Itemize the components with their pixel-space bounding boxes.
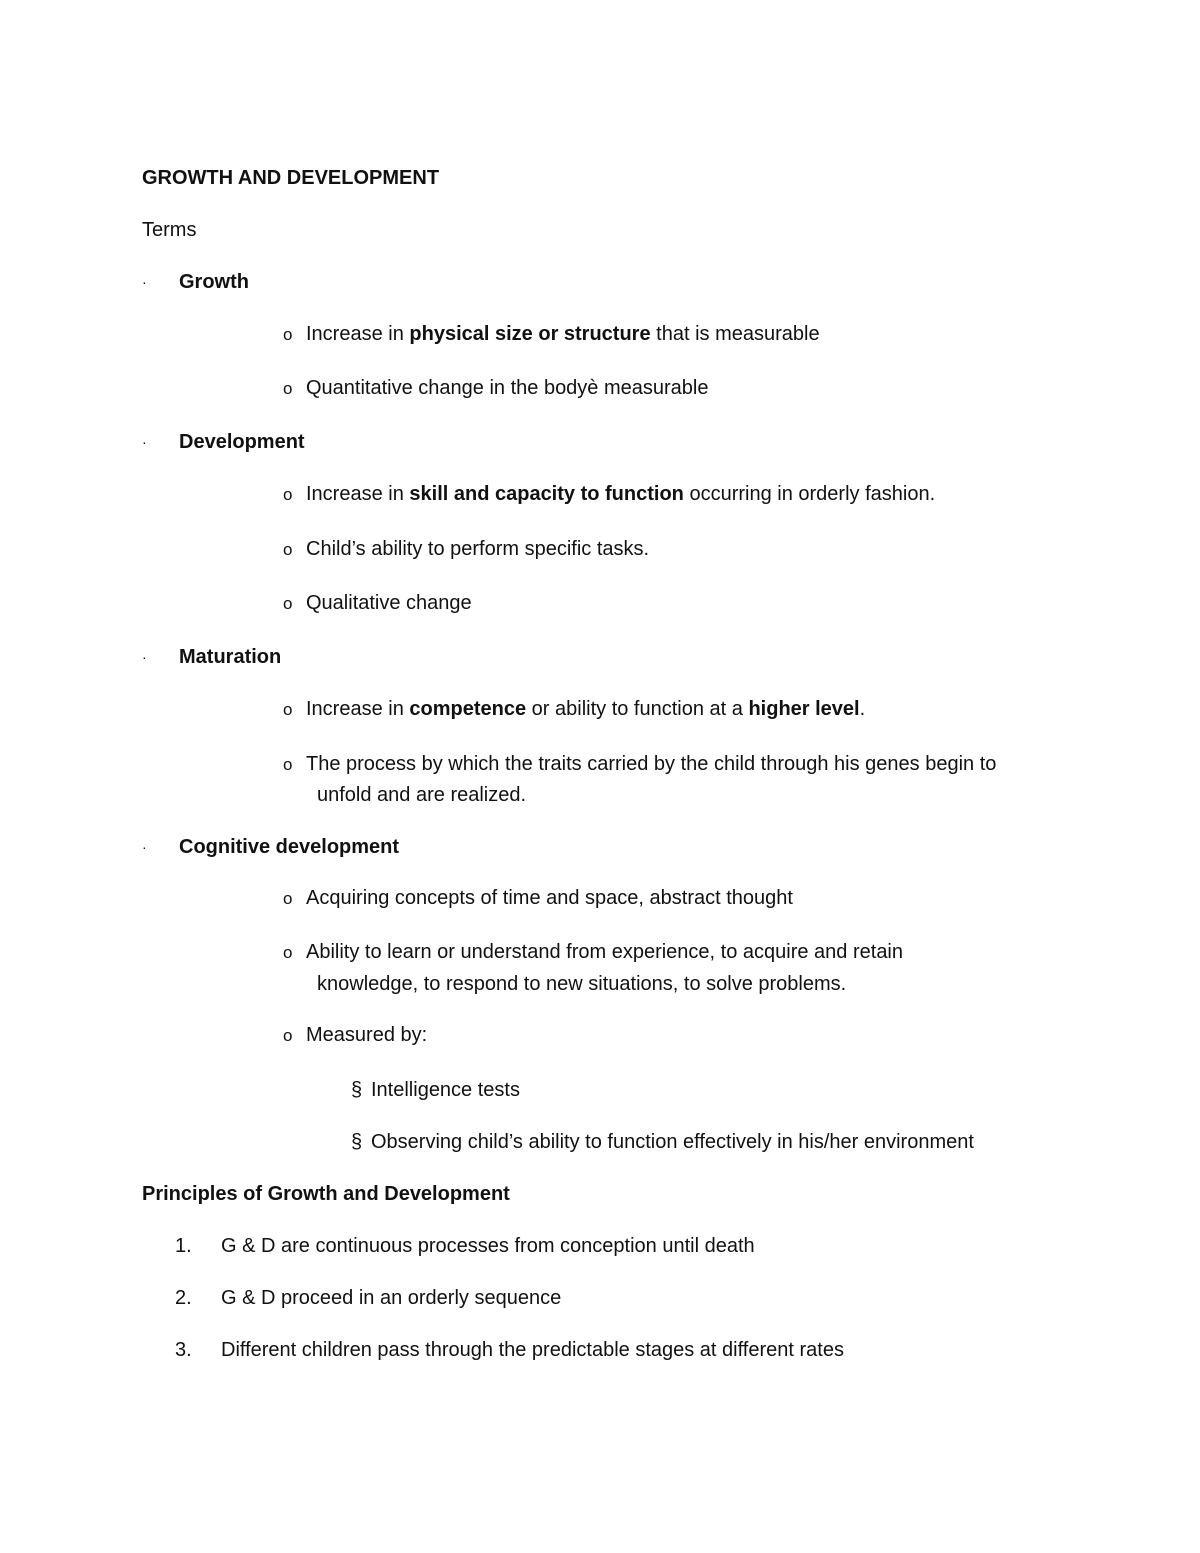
sub-bullet: o <box>283 540 293 559</box>
principle-item-3: Different children pass through the predictable stages at different rates <box>221 1339 844 1361</box>
term-maturation: Maturation <box>179 646 282 668</box>
measure-item-2: Observing child’s ability to function effectively in his/her environment <box>371 1131 974 1153</box>
cognitive-item-1: Acquiring concepts of time and space, abstract thought <box>306 887 793 909</box>
development-item-1: Increase in skill and capacity to function occurring in orderly fashion. <box>306 483 936 505</box>
maturation-item-1: Increase in competence or ability to function at a higher level. <box>306 698 866 720</box>
bullet-dot: · <box>142 839 147 855</box>
bullet-dot: · <box>142 274 147 290</box>
maturation-item-2-line-1: The process by which the traits carried by the child through his genes begin to <box>306 753 997 775</box>
terms-heading: Terms <box>142 219 197 241</box>
bullet-dot: · <box>142 434 147 450</box>
term-cognitive-development: Cognitive development <box>179 836 400 858</box>
cognitive-item-3: Measured by: <box>306 1024 428 1046</box>
list-number: 3. <box>175 1339 192 1361</box>
principles-heading: Principles of Growth and Development <box>142 1183 510 1205</box>
sub-bullet: o <box>283 755 293 774</box>
term-growth: Growth <box>179 271 249 293</box>
section-bullet: § <box>351 1079 363 1101</box>
sub-bullet: o <box>283 700 293 719</box>
development-item-2: Child’s ability to perform specific tasks. <box>306 538 650 560</box>
cognitive-item-2-line-1: Ability to learn or understand from experience, to acquire and retain <box>306 941 904 963</box>
development-item-3: Qualitative change <box>306 592 472 614</box>
sub-bullet: o <box>283 1026 293 1045</box>
cognitive-item-2-line-2: knowledge, to respond to new situations, to solve problems. <box>317 973 847 995</box>
measure-item-1: Intelligence tests <box>371 1079 520 1101</box>
growth-item-2: Quantitative change in the bodyè measurable <box>306 377 709 399</box>
principle-item-2: G & D proceed in an orderly sequence <box>221 1287 562 1309</box>
sub-bullet: o <box>283 325 293 344</box>
list-number: 1. <box>175 1235 192 1257</box>
sub-bullet: o <box>283 485 293 504</box>
term-development: Development <box>179 431 305 453</box>
list-number: 2. <box>175 1287 192 1309</box>
bullet-dot: · <box>142 649 147 665</box>
document-title: GROWTH AND DEVELOPMENT <box>142 167 440 189</box>
sub-bullet: o <box>283 379 293 398</box>
sub-bullet: o <box>283 889 293 908</box>
sub-bullet: o <box>283 943 293 962</box>
growth-item-1: Increase in physical size or structure that is measurable <box>306 323 820 345</box>
maturation-item-2-line-2: unfold and are realized. <box>317 784 527 806</box>
sub-bullet: o <box>283 594 293 613</box>
principle-item-1: G & D are continuous processes from conception until death <box>221 1235 755 1257</box>
section-bullet: § <box>351 1131 363 1153</box>
